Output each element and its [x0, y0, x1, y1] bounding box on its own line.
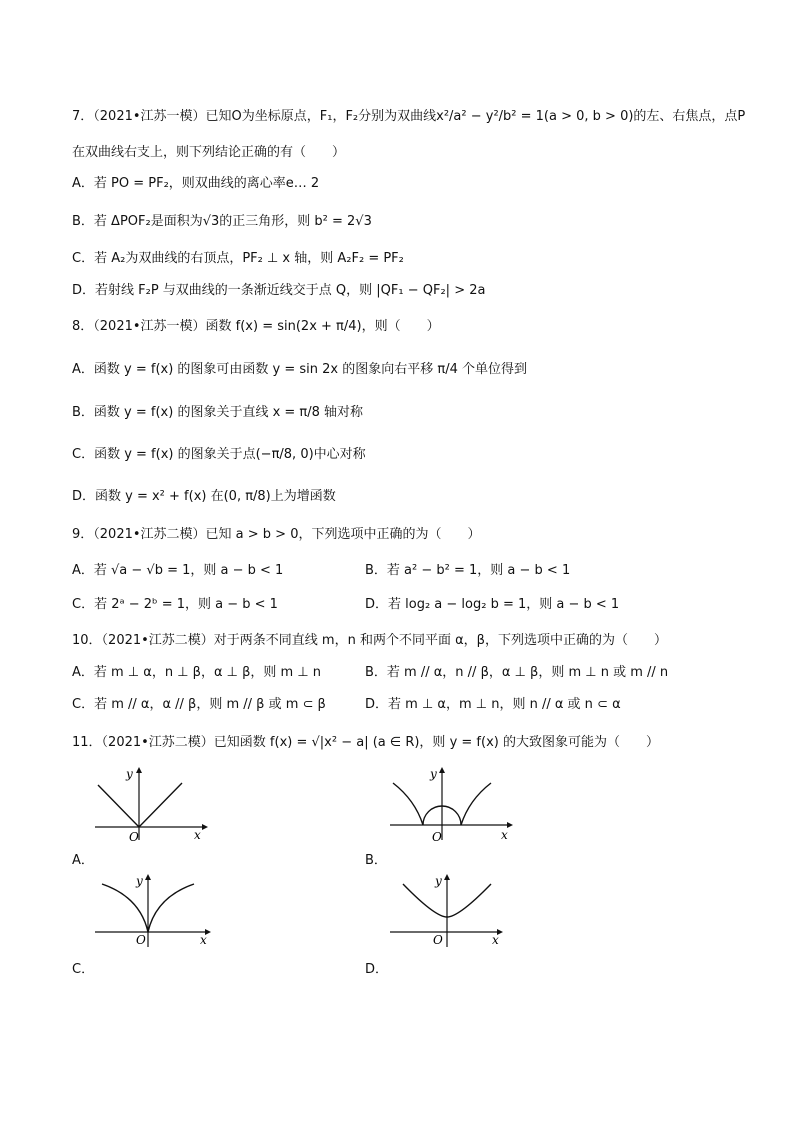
q11-option-b-label: B． [365, 853, 387, 868]
q10-stem: 10．（2021•江苏二模）对于两条不同直线 m，n 和两个不同平面 α，β，下列选项中正确的为（ ） [72, 633, 667, 648]
graph-c-y-label: y [136, 874, 143, 888]
graph-c-x-label: x [200, 933, 207, 947]
q7-option-d: D．若射线 F₂P 与双曲线的一条渐近线交于点 Q，则 |QF₁ − QF₂| > 2a [72, 283, 486, 298]
q11-stem: 11．（2021•江苏二模）已知函数 f(x) = √|x² − a| (a ∈ R)，则 y = f(x) 的大致图象可能为（ ） [72, 735, 659, 750]
q9-option-c: C．若 2ᵃ − 2ᵇ = 1，则 a − b < 1 [72, 597, 278, 612]
q10-option-c: C．若 m // α，α // β，则 m // β 或 m ⊂ β [72, 697, 326, 712]
q11-option-c-label: C． [72, 962, 95, 977]
q8-stem: 8．（2021•江苏一模）函数 f(x) = sin(2x + π/4)，则（ ） [72, 319, 440, 334]
q8-option-c: C．函数 y = f(x) 的图象关于点(−π/8, 0)中心对称 [72, 447, 366, 462]
q9-option-a: A．若 √a − √b = 1，则 a − b < 1 [72, 563, 284, 578]
graph-d [385, 872, 510, 952]
q8-option-d: D．函数 y = x² + f(x) 在(0, π/8)上为增函数 [72, 489, 336, 504]
graph-a [90, 765, 210, 845]
q9-option-d: D．若 log₂ a − log₂ b = 1，则 a − b < 1 [365, 597, 620, 612]
graph-a-y-label: y [126, 767, 133, 781]
q8-option-b: B．函数 y = f(x) 的图象关于直线 x = π/8 轴对称 [72, 405, 364, 420]
graph-d-x-label: x [492, 933, 499, 947]
graph-a-origin-label: O [129, 830, 139, 844]
q7-option-a: A．若 PO = PF₂，则双曲线的离心率e… 2 [72, 176, 320, 191]
q10-option-b: B．若 m // α，n // β，α ⊥ β，则 m ⊥ n 或 m // n [365, 665, 669, 680]
q7-option-b: B．若 ΔPOF₂是面积为√3的正三角形，则 b² = 2√3 [72, 214, 372, 229]
q9-stem: 9．（2021•江苏二模）已知 a > b > 0，下列选项中正确的为（ ） [72, 527, 481, 542]
q11-option-d-label: D． [365, 962, 389, 977]
q7-stem-cont: 在双曲线右支上，则下列结论正确的有（ ） [72, 145, 346, 160]
q10-option-a: A．若 m ⊥ α，n ⊥ β，α ⊥ β，则 m ⊥ n [72, 665, 322, 680]
q8-option-a: A．函数 y = f(x) 的图象可由函数 y = sin 2x 的图象向右平移 π/4 个单位得到 [72, 362, 528, 377]
q9-option-b: B．若 a² − b² = 1，则 a − b < 1 [365, 563, 571, 578]
graph-b-y-label: y [430, 767, 437, 781]
graph-b [385, 765, 515, 845]
graph-b-origin-label: O [432, 830, 442, 844]
graph-b-x-label: x [501, 828, 508, 842]
q7-stem: 7．（2021•江苏一模）已知O为坐标原点，F₁，F₂分别为双曲线x²/a² − y²/b² = 1(a > 0, b > 0)的左、右焦点，点P [72, 109, 746, 124]
q10-option-d: D．若 m ⊥ α，m ⊥ n，则 n // α 或 n ⊂ α [365, 697, 621, 712]
graph-d-origin-label: O [433, 933, 443, 947]
q7-option-c: C．若 A₂为双曲线的右顶点，PF₂ ⊥ x 轴，则 A₂F₂ = PF₂ [72, 251, 404, 266]
graph-a-x-label: x [194, 828, 201, 842]
graph-c [90, 872, 215, 952]
graph-c-origin-label: O [136, 933, 146, 947]
graph-d-y-label: y [435, 874, 442, 888]
q11-option-a-label: A． [72, 853, 94, 868]
